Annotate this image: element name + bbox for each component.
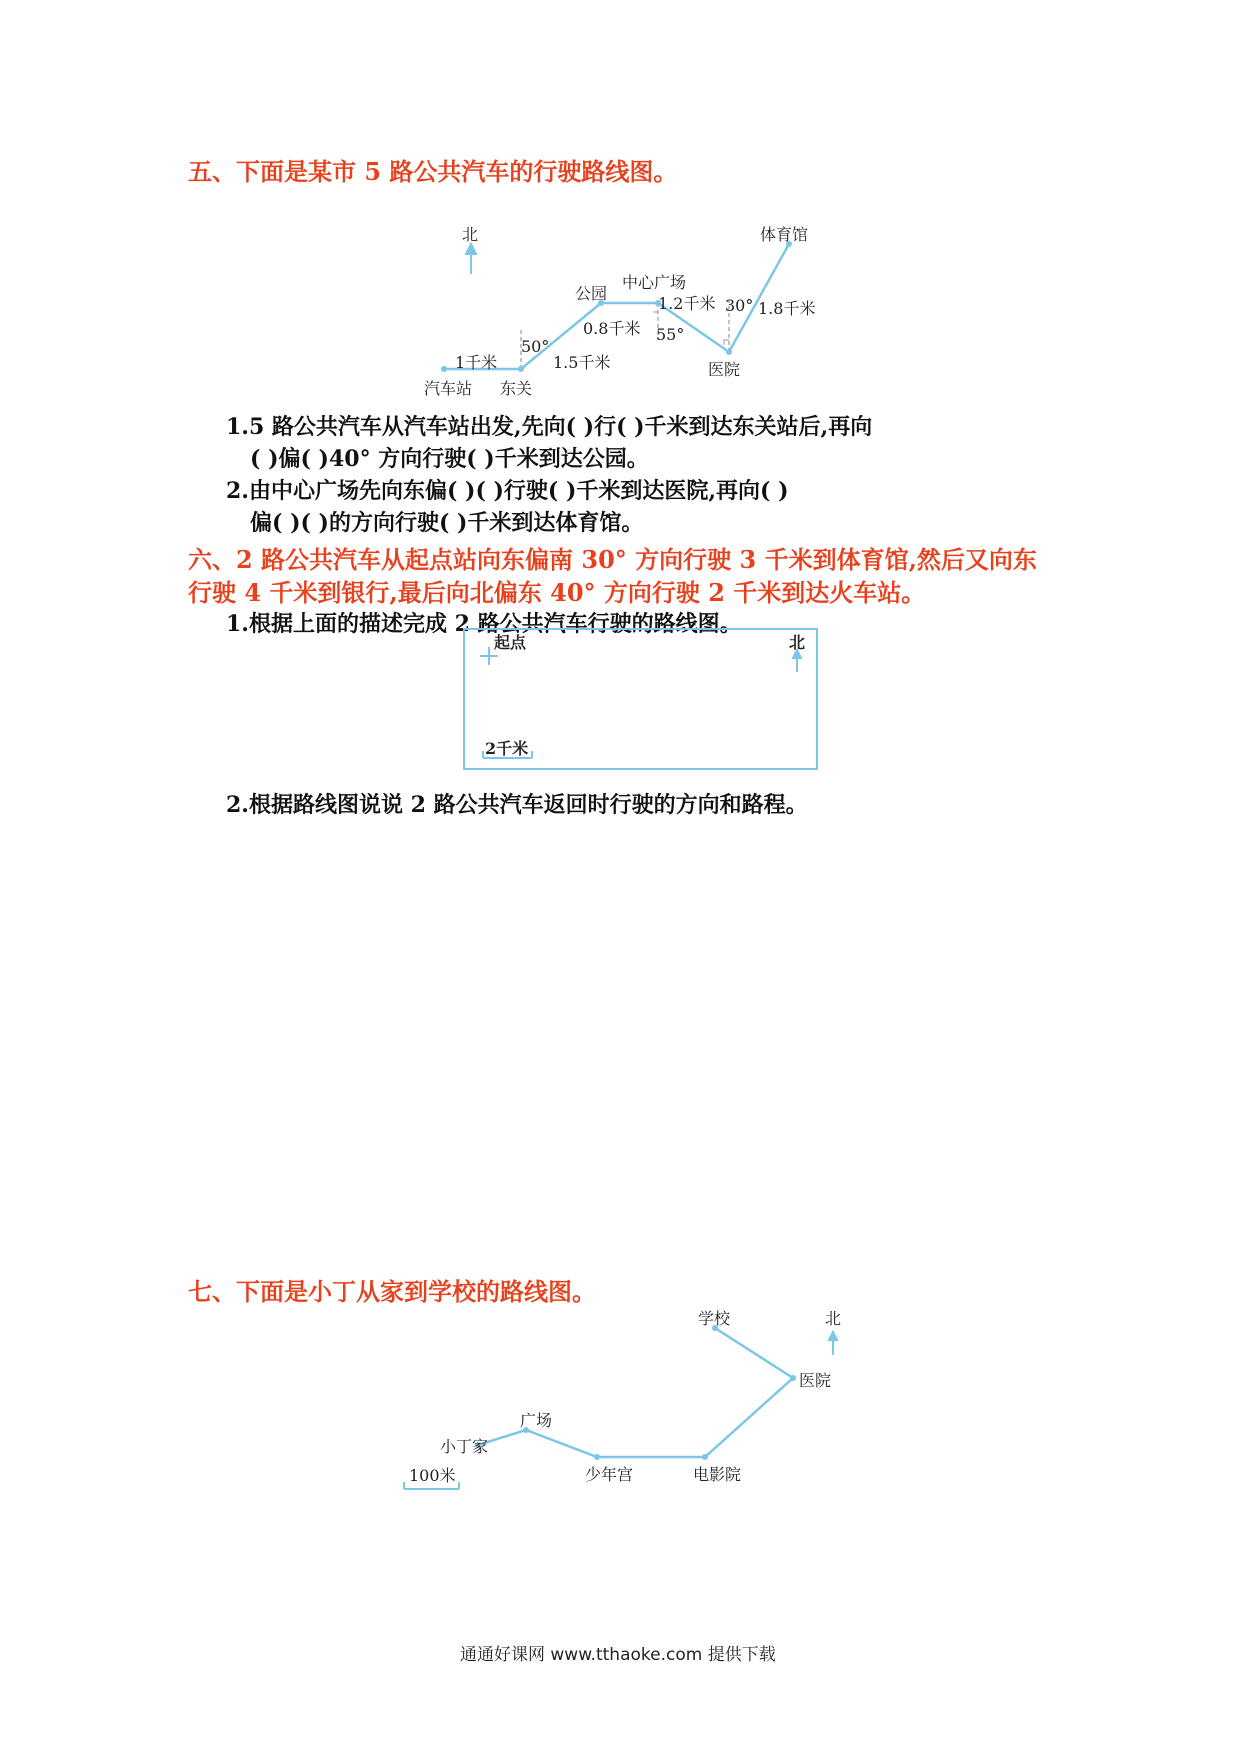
scale-label-6: 2千米 — [485, 739, 529, 758]
section6-heading-line2: 行驶 4 千米到银行,最后向北偏东 40° 方向行驶 2 千米到达火车站。 — [188, 578, 926, 607]
scale-label-7: 100米 — [409, 1466, 456, 1485]
north-label-7: 北 — [825, 1309, 842, 1328]
dongguan-label: 东关 — [500, 379, 533, 398]
footer-text: 通通好课网 www.tthaoke.com 提供下载 — [460, 1645, 776, 1665]
question-5-1-line1: 1.5 路公共汽车从汽车站出发,先向( )行( )千米到达东关站后,再向 — [226, 414, 873, 440]
start-label: 起点 — [494, 633, 527, 652]
park-label: 公园 — [575, 284, 608, 303]
cinema-label: 电影院 — [693, 1465, 742, 1484]
section6-heading-line1: 六、2 路公共汽车从起点站向东偏南 30° 方向行驶 3 千米到体育馆,然后又向东 — [188, 545, 1037, 574]
dist-0-8-label: 0.8千米 — [583, 319, 641, 338]
stop-dot-youth-palace — [594, 1454, 600, 1460]
youth-palace-label: 少年宫 — [585, 1465, 634, 1484]
section5-heading: 五、下面是某市 5 路公共汽车的行驶路线图。 — [188, 157, 678, 186]
stop-dot-hospital-7 — [790, 1375, 796, 1381]
dist-1-label: 1千米 — [455, 353, 498, 372]
question-5-1-line2: ( )偏( )40° 方向行驶( )千米到达公园。 — [250, 446, 649, 472]
dist-1-8-label: 1.8千米 — [758, 299, 816, 318]
square-label: 广场 — [520, 1411, 553, 1430]
north-label-6: 北 — [789, 633, 806, 652]
question-6-2: 2.根据路线图说说 2 路公共汽车返回时行驶的方向和路程。 — [226, 792, 808, 818]
angle-55-label: 55° — [656, 325, 685, 344]
section7-heading: 七、下面是小丁从家到学校的路线图。 — [188, 1277, 596, 1306]
question-6-1: 1.根据上面的描述完成 2 路公共汽车行驶的路线图。 — [226, 611, 742, 637]
dist-1-5-label: 1.5千米 — [553, 353, 611, 372]
north-label-5: 北 — [462, 225, 479, 244]
hospital-label-7: 医院 — [799, 1371, 832, 1390]
route-line-7 — [478, 1328, 793, 1457]
stop-dot-cinema — [702, 1454, 708, 1460]
angle-50-label: 50° — [521, 337, 550, 356]
dist-1-2-label: 1.2千米 — [658, 294, 716, 313]
school-label: 学校 — [698, 1309, 731, 1328]
question-5-2-line1: 2.由中心广场先向东偏( )( )行驶( )千米到达医院,再向( ) — [226, 478, 789, 504]
question-5-2-line2: 偏( )( )的方向行驶( )千米到达体育馆。 — [250, 510, 644, 536]
center-square-label: 中心广场 — [622, 273, 687, 292]
hospital-label-5: 医院 — [708, 360, 741, 379]
home-label: 小丁家 — [440, 1437, 489, 1456]
gym-label: 体育馆 — [760, 225, 809, 244]
north-arrow-icon — [829, 1332, 837, 1355]
bus-station-label: 汽车站 — [424, 379, 473, 398]
angle-30-label: 30° — [725, 296, 754, 315]
